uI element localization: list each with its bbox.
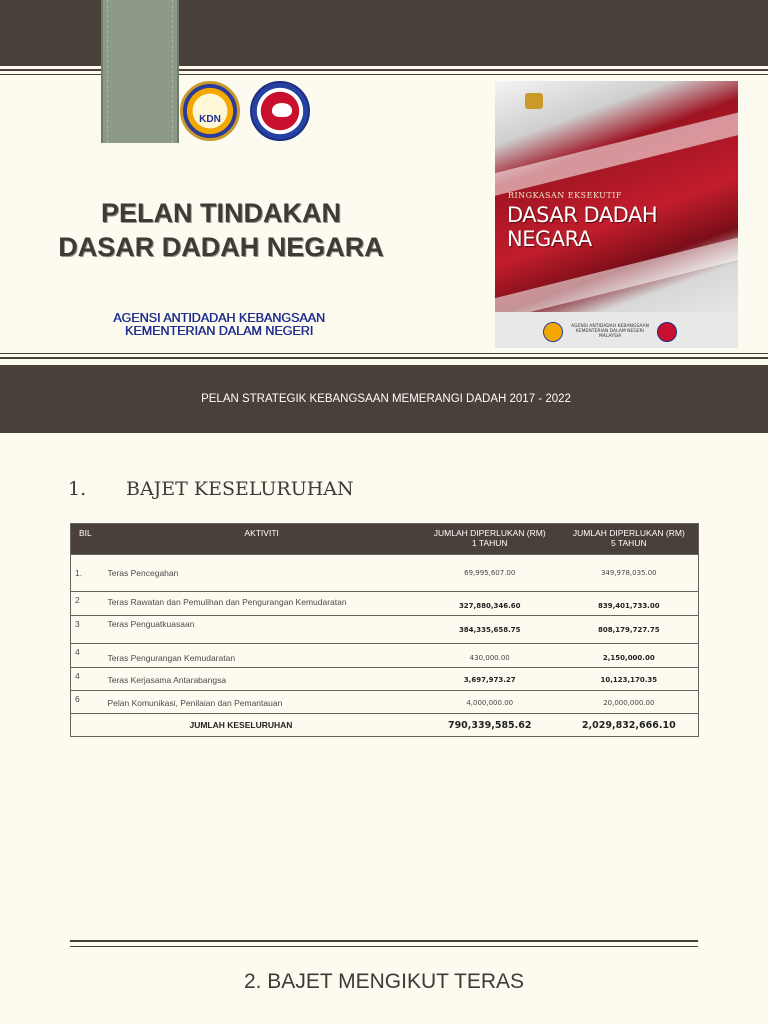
header-one-year [420,524,560,555]
row-five-year: 20,000,000.00 [560,691,699,714]
row-one-year: 327,880,346.60 [420,592,560,616]
section-1-title: BAJET KESELURUHAN [126,478,354,500]
cover-title: DASAR DADAH NEGARA [507,203,658,251]
strategic-plan-text: PELAN STRATEGIK KEBANGSAAN MEMERANGI DADAH 2017 - 2022 [201,393,571,405]
row-one-year: 69,995,607.00 [420,555,560,592]
row-bil: 2 [71,592,104,616]
table-row [71,691,699,714]
row-aktiviti: Teras Kerjasama Antarabangsa [103,668,419,691]
cover-footer [495,312,738,348]
section-1-number: 1. [68,478,87,500]
slide-title [0,196,442,264]
section-1-heading [68,478,354,500]
malaysia-crest-icon [525,93,543,109]
band-divider [0,357,768,359]
row-one-year: 4,000,000.00 [420,691,560,714]
ribbon-decoration [101,0,179,143]
row-bil: 4 [71,668,104,691]
row-five-year: 349,978,035.00 [560,555,699,592]
row-bil: 6 [71,691,104,714]
table-total-row [71,714,699,737]
budget-table [70,523,699,737]
total-one-year: 790,339,585.62 [420,714,560,737]
total-label: JUMLAH KESELURUHAN [103,714,419,737]
kdn-logo [180,81,240,141]
table-header-row [71,524,699,555]
row-bil: 3 [71,616,104,644]
table-row [71,668,699,691]
header-one-year-line2: 1 TAHUN [471,538,508,548]
header-one-year-line1: JUMLAH DIPERLUKAN (RM) [433,528,546,538]
kdn-logo-text: KDN [199,114,221,125]
row-five-year: 10,123,170.35 [560,668,699,691]
header-five-year [560,524,699,555]
header-five-year-line2: 5 TAHUN [611,538,647,548]
row-aktiviti: Pelan Komunikasi, Penilaian dan Pemantauan [103,691,419,714]
table-row [71,555,699,592]
agency-line-2: KEMENTERIAN DALAM NEGERI [124,324,314,338]
total-bil [71,714,104,737]
header-five-year-line1: JUMLAH DIPERLUKAN (RM) [572,528,685,538]
section-2-divider [70,940,698,942]
agency-name [90,312,348,338]
row-aktiviti: Teras Pengurangan Kemudaratan [103,644,419,668]
row-five-year: 808,179,727.75 [560,616,699,644]
aadk-small-logo-icon [657,322,677,342]
row-five-year: 2,150,000.00 [560,644,699,668]
row-aktiviti: Teras Pencegahan [103,555,419,592]
band-divider-thin [0,353,768,354]
row-aktiviti: Teras Rawatan dan Pemulihan dan Pengurangan Kemudaratan [103,592,419,616]
cover-subtitle: RINGKASAN EKSEKUTIF [508,191,622,200]
table-row [71,644,699,668]
row-aktiviti: Teras Penguatkuasaan [103,616,419,644]
strategic-plan-band [0,365,768,433]
row-bil: 4 [71,644,104,668]
row-one-year: 3,697,973.27 [420,668,560,691]
total-five-year: 2,029,832,666.10 [560,714,699,737]
header-bil: BIL [71,524,104,555]
table-row [71,592,699,616]
title-line-1: PELAN TINDAKAN [101,198,341,228]
row-bil: 1. [71,555,104,592]
section-2-heading: 2. BAJET MENGIKUT TERAS [243,970,525,993]
cover-stripe [495,105,738,199]
section-2-divider-thin [70,946,698,947]
header-aktiviti: AKTIVITI [103,524,419,555]
row-five-year: 839,401,733.00 [560,592,699,616]
table-row [71,616,699,644]
title-line-2: DASAR DADAH NEGARA [58,232,384,262]
kdn-small-logo-icon [543,322,563,342]
aadk-logo [250,81,310,141]
cover-footer-text: AGENSI ANTIDADAH KEBANGSAAN KEMENTERIAN DALAM NEGERI MALAYSIA [571,324,649,339]
policy-cover-image [495,81,738,348]
agency-line-1: AGENSI ANTIDADAH KEBANGSAAN [113,311,325,325]
dove-icon [272,103,292,117]
row-one-year: 430,000.00 [420,644,560,668]
row-one-year: 384,335,658.75 [420,616,560,644]
